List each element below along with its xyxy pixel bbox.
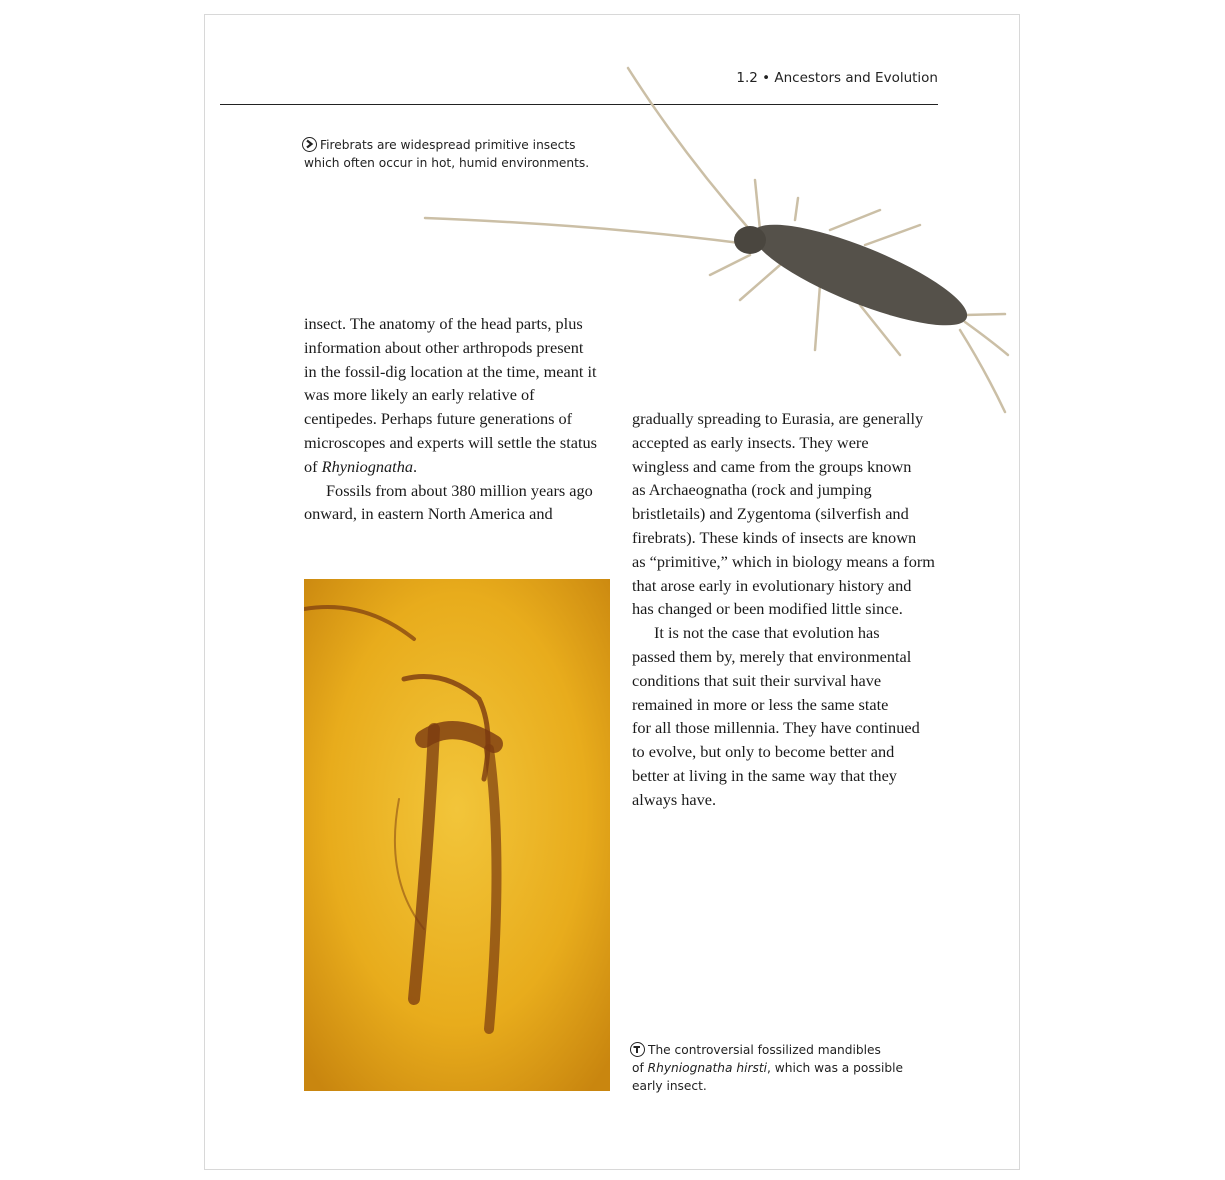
text-line: information about other arthropods present xyxy=(304,337,584,357)
text-line: was more likely an early relative of xyxy=(304,385,535,405)
right-column xyxy=(632,407,935,812)
text-line: better at living in the same way that they xyxy=(632,765,897,785)
antenna xyxy=(628,68,750,230)
taxon-name: Rhyniognatha xyxy=(321,456,413,476)
arrow-right-circle-icon xyxy=(302,137,317,152)
text: of xyxy=(632,1061,648,1075)
caption-line xyxy=(630,1059,903,1077)
text-line: has changed or been modified little since. xyxy=(632,599,903,619)
text-line: as Archaeognatha (rock and jumping xyxy=(632,480,872,500)
text: . xyxy=(412,456,418,476)
text: , which was a possible xyxy=(767,1061,904,1075)
text-line xyxy=(304,455,597,479)
caption-line: early insect. xyxy=(632,1079,707,1093)
text-line: in the fossil-dig location at the time, meant it xyxy=(304,361,597,381)
text-line: gradually spreading to Eurasia, are generally xyxy=(632,409,924,428)
text-line: centipedes. Perhaps future generations of xyxy=(304,409,573,429)
caption-line: which often occur in hot, humid environments. xyxy=(304,156,590,170)
antenna xyxy=(425,218,740,243)
text-line: that arose early in evolutionary history and xyxy=(632,575,912,595)
text-line: passed them by, merely that environmental xyxy=(632,646,912,666)
text-line: It is not the case that evolution has xyxy=(654,623,880,643)
text-line: always have. xyxy=(632,789,717,809)
text-line: Fossils from about 380 million years ago xyxy=(326,480,593,500)
firebrat-body xyxy=(743,206,977,344)
text-line: for all those millennia. They have continued xyxy=(632,718,920,738)
text-line: onward, in eastern North America and xyxy=(304,504,553,524)
left-column xyxy=(304,312,597,526)
text-line: insect. The anatomy of the head parts, plus xyxy=(304,314,583,333)
caption-line: Firebrats are widespread primitive insects xyxy=(320,138,576,152)
taxon-name: Rhyniognatha hirsti xyxy=(647,1061,768,1075)
caption-mandibles xyxy=(630,1041,903,1095)
text-line: to evolve, but only to become better and xyxy=(632,742,895,762)
text: of xyxy=(304,456,322,476)
arrow-turn-circle-icon xyxy=(630,1042,645,1057)
cercus xyxy=(960,330,1005,412)
text-line: remained in more or less the same state xyxy=(632,694,889,714)
text-line: accepted as early insects. They were xyxy=(632,432,869,452)
text-line: conditions that suit their survival have xyxy=(632,670,882,690)
text-line: microscopes and experts will settle the status xyxy=(304,432,597,452)
text-line: bristletails) and Zygentoma (silverfish and xyxy=(632,504,909,524)
running-head: 1.2 • Ancestors and Evolution xyxy=(736,70,938,86)
amber-fossil-photo xyxy=(304,579,610,1091)
text-line: wingless and came from the groups known xyxy=(632,456,912,476)
text-line: as “primitive,” which in biology means a form xyxy=(632,551,935,571)
text-line: firebrats). These kinds of insects are known xyxy=(632,527,917,547)
caption-line: The controversial fossilized mandibles xyxy=(648,1043,881,1057)
